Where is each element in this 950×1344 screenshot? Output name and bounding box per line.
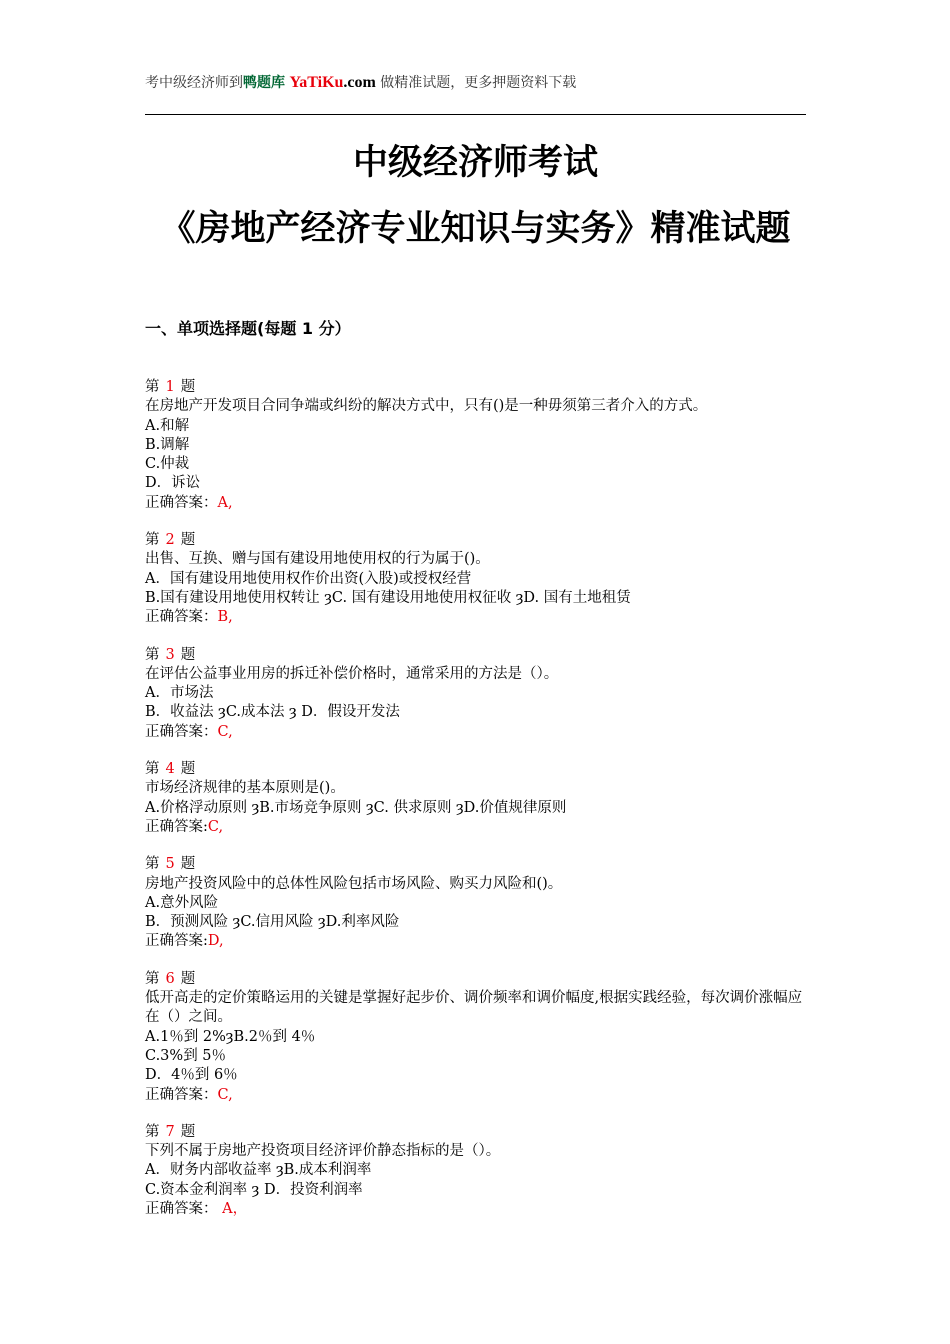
correct-answer — [145, 1200, 815, 1219]
question-stem: 低开高走的定价策略运用的关键是掌握好起步价、调价频率和调价幅度,根据实践经验，每次调价涨幅应在（）之间。 — [145, 990, 803, 1026]
question-label-suffix: 题 — [180, 761, 196, 778]
doc-title-line2: 《房地产经济专业知识与实务》精准试题 — [160, 209, 791, 249]
correct-answer-value: C, — [217, 1086, 233, 1103]
question-list — [145, 378, 815, 1237]
answer-option: A.意外风险 — [145, 894, 219, 911]
correct-answer-value: C, — [217, 723, 233, 740]
question-number-value: 1 — [165, 379, 175, 395]
correct-answer — [145, 932, 815, 951]
correct-answer-label: 正确答案： — [145, 494, 218, 511]
answer-option: C.资本金利润率 ȝ D．投资利润率 — [145, 1181, 363, 1198]
correct-answer-value: A, — [217, 494, 233, 511]
question-number-value: 5 — [165, 856, 175, 873]
question-number — [145, 531, 815, 550]
question-label-prefix: 第 — [145, 379, 160, 395]
correct-answer-label: 正确答案: — [145, 933, 208, 950]
correct-answer-label: 正确答案： — [145, 609, 218, 626]
correct-answer-value: C, — [207, 818, 224, 835]
question-number — [145, 970, 815, 989]
header-suffix: 做精准试题，更多押题资料下载 — [380, 75, 577, 91]
question-item — [145, 378, 815, 513]
question-label-suffix: 题 — [180, 532, 196, 549]
header-brand-com[interactable]: .com — [343, 74, 376, 91]
answer-option: B．预测风险 ȝC.信用风险 ȝD.利率风险 — [145, 914, 400, 931]
question-item — [145, 531, 815, 627]
question-number-value: 4 — [165, 761, 175, 778]
question-number-value: 3 — [165, 646, 175, 663]
correct-answer-label: 正确答案： — [145, 1086, 218, 1103]
question-number-value: 7 — [165, 1123, 175, 1140]
header-divider — [145, 114, 806, 115]
question-label-suffix: 题 — [180, 1123, 196, 1140]
page-header — [145, 72, 576, 92]
correct-answer-label: 正确答案: — [145, 818, 208, 835]
question-stem: 市场经济规律的基本原则是()。 — [145, 780, 345, 797]
correct-answer-label: 正确答案： — [145, 1200, 218, 1217]
question-label-prefix: 第 — [145, 856, 160, 873]
correct-answer — [145, 494, 815, 513]
question-label-suffix: 题 — [180, 646, 196, 663]
question-number-value: 6 — [165, 970, 175, 987]
question-stem: 房地产投资风险中的总体性风险包括市场风险、购买力风险和()。 — [145, 875, 563, 892]
answer-option: C.3%到 5％ — [145, 1047, 227, 1064]
question-label-prefix: 第 — [145, 532, 160, 549]
correct-answer — [145, 723, 815, 742]
answer-option: D．4％到 6％ — [145, 1067, 238, 1084]
answer-option: A.价格浮动原则 ȝB.市场竞争原则 ȝC. 供求原则 ȝD.价值规律原则 — [145, 799, 567, 816]
answer-option: A.和解 — [145, 417, 190, 434]
question-number — [145, 1123, 815, 1142]
question-number — [145, 855, 815, 874]
question-label-prefix: 第 — [145, 761, 160, 778]
correct-answer — [145, 818, 815, 837]
question-label-suffix: 题 — [180, 970, 196, 987]
question-label-prefix: 第 — [145, 1123, 160, 1140]
answer-option: A．国有建设用地使用权作价出资(入股)或授权经营 — [145, 570, 472, 587]
question-stem: 下列不属于房地产投资项目经济评价静态指标的是（）。 — [145, 1143, 501, 1160]
question-item — [145, 970, 815, 1105]
doc-title-line1: 中级经济师考试 — [352, 143, 598, 183]
question-stem: 出售、互换、赠与国有建设用地使用权的行为属于()。 — [145, 551, 490, 568]
correct-answer-value: A， — [217, 1200, 248, 1217]
question-item — [145, 760, 815, 837]
question-label-suffix: 题 — [180, 856, 196, 873]
answer-option: B.调解 — [145, 436, 190, 453]
question-label-prefix: 第 — [145, 970, 160, 987]
answer-option: D．诉讼 — [145, 475, 201, 492]
answer-option: B.国有建设用地使用权转让 ȝC. 国有建设用地使用权征收 ȝD. 国有土地租赁 — [145, 589, 631, 606]
correct-answer-value: D, — [207, 933, 224, 950]
question-item — [145, 855, 815, 951]
answer-option: A.1％到 2%ȝB.2％到 4％ — [145, 1028, 316, 1045]
answer-option: A．市场法 — [145, 685, 214, 702]
correct-answer-label: 正确答案： — [145, 723, 218, 740]
correct-answer — [145, 608, 815, 627]
correct-answer — [145, 1086, 815, 1105]
question-item — [145, 1123, 815, 1219]
answer-option: B．收益法 ȝC.成本法 ȝ D．假设开发法 — [145, 704, 400, 721]
question-item — [145, 646, 815, 742]
question-stem: 在评估公益事业用房的拆迁补偿价格时，通常采用的方法是（）。 — [145, 665, 559, 682]
question-label-suffix: 题 — [180, 379, 196, 395]
header-brand-cn[interactable]: 鸭题库 — [243, 75, 285, 91]
answer-option: C.仲裁 — [145, 456, 190, 473]
header-prefix: 考中级经济师到 — [145, 75, 243, 91]
header-brand-en[interactable]: YaTiKu — [289, 74, 344, 91]
correct-answer-value: B, — [217, 609, 233, 626]
question-number — [145, 760, 815, 779]
section-heading: 一、单项选择题(每题 1 分） — [145, 319, 351, 338]
question-stem: 在房地产开发项目合同争端或纠纷的解决方式中，只有()是一种毋须第三者介入的方式。 — [145, 398, 708, 415]
question-label-prefix: 第 — [145, 646, 160, 663]
question-number-value: 2 — [165, 532, 175, 549]
question-number — [145, 646, 815, 665]
question-number — [145, 378, 815, 397]
answer-option: A．财务内部收益率 ȝB.成本利润率 — [145, 1162, 372, 1179]
